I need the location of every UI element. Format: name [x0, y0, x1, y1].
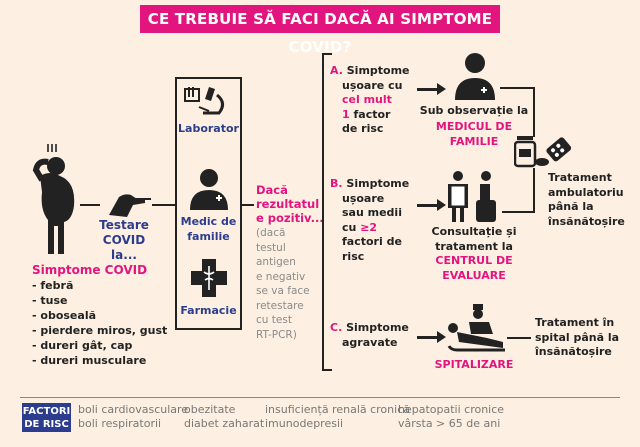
note-line: se va face — [256, 285, 310, 297]
hospital-bed-icon — [447, 302, 507, 352]
symptoms-heading: Simptome COVID — [32, 263, 148, 277]
case-line: cel mult — [342, 93, 392, 106]
retest-note — [256, 226, 310, 342]
destination-name: CENTRUL DE — [435, 254, 513, 267]
outpatient-outcome — [548, 171, 625, 229]
testing-label: COVID la... — [102, 233, 146, 262]
label-line: FACTORI — [22, 406, 71, 417]
note-line: RT-PCR) — [256, 328, 297, 341]
case-letter: A. — [330, 64, 343, 77]
note-line: (dacă — [256, 227, 286, 239]
destination-text: tratament la — [435, 239, 513, 253]
note-line: e negativ — [256, 270, 306, 283]
case-letter: C. — [330, 321, 343, 334]
result-heading: Dacă — [256, 183, 288, 197]
case-line: Simptome — [346, 321, 409, 334]
note-line: cu test — [256, 314, 292, 326]
case-line: sau medii — [342, 206, 402, 219]
arrow-icon — [417, 204, 439, 207]
case-line: agravate — [342, 335, 398, 349]
destination-text: Sub observație la — [419, 104, 529, 117]
case-line: ușoare — [342, 191, 385, 205]
risk-factors-label — [22, 403, 71, 432]
outcome-line: însănătoșire — [548, 214, 625, 228]
doctor-icon — [453, 52, 497, 100]
label-line: DE RISC — [24, 419, 69, 430]
case-b-text — [330, 177, 409, 264]
case-number: 1 — [342, 107, 350, 121]
microscope-icon — [183, 85, 233, 117]
case-letter: B. — [330, 177, 343, 190]
location-laboratory: Laborator — [178, 122, 239, 135]
destination-name: MEDICUL DE — [435, 119, 513, 133]
case-line: factori de — [342, 235, 402, 248]
location-pharmacy: Farmacie — [180, 304, 237, 317]
doctor-icon — [188, 168, 230, 210]
symptom-item: - pierdere miros, gust — [32, 324, 168, 337]
risk-factor: boli respiratorii — [78, 417, 162, 430]
symptom-item: - oboseală — [32, 309, 97, 322]
risk-factor: insuficiență renală cronică — [265, 403, 410, 416]
case-line: de risc — [342, 122, 384, 135]
outcome-line: însănătoșire — [535, 345, 612, 358]
risk-factor: hepatopatii cronice — [398, 403, 505, 416]
outcome-line: ambulatoriu — [548, 185, 624, 199]
case-number: ≥2 — [360, 220, 378, 234]
outcome-line: spital până la — [535, 330, 620, 344]
symptom-item: - dureri gât, cap — [32, 339, 133, 352]
hospitalization-label: SPITALIZARE — [434, 358, 514, 371]
note-line: retestare — [256, 299, 304, 312]
symptom-item: - dureri musculare — [32, 354, 147, 367]
case-line: Simptome — [346, 177, 410, 190]
pharmacy-icon — [190, 258, 228, 298]
hospital-outcome — [535, 316, 619, 360]
medicine-pills-icon — [514, 134, 572, 168]
symptom-item: - febră — [32, 279, 74, 292]
destination-text: Consultație și — [431, 225, 517, 238]
result-heading: e pozitiv... — [256, 211, 324, 225]
outcome-line: Tratament — [548, 171, 612, 184]
symptoms-list — [32, 263, 167, 368]
page-title: CE TREBUIE SĂ FACI DACĂ AI SIMPTOME COVID? — [140, 5, 500, 33]
risk-factor: obezitate — [184, 403, 236, 416]
risk-factor: imunodepresii — [265, 417, 344, 430]
outcome-line: Tratament în — [535, 316, 615, 329]
note-line: antigen — [256, 256, 296, 268]
arrow-icon — [417, 336, 439, 339]
destination-name: FAMILIE — [449, 135, 499, 148]
divider — [20, 397, 620, 398]
location-family-doctor: Medic de familie — [180, 215, 237, 243]
case-line: ușoare cu — [342, 78, 403, 92]
case-c-text — [330, 321, 409, 350]
symptom-item: - tuse — [32, 294, 68, 307]
test-swab-hand-icon — [105, 185, 153, 220]
case-line: cu — [342, 220, 361, 234]
risk-factor: boli cardiovasculare — [78, 403, 189, 416]
case-line: Simptome — [346, 64, 410, 77]
case-line: risc — [342, 249, 365, 263]
sick-person-icon — [30, 140, 85, 260]
risk-factor: diabet zaharat — [184, 417, 265, 430]
consultation-icon — [446, 170, 500, 222]
arrow-icon — [417, 88, 439, 91]
case-line: factor — [349, 107, 391, 121]
outcome-line: până la — [548, 200, 594, 213]
risk-factor: vârsta > 65 de ani — [398, 417, 501, 430]
destination-name: EVALUARE — [442, 268, 506, 282]
result-heading: rezultatul — [256, 197, 320, 211]
case-a-text — [330, 64, 410, 137]
testing-label: Testare — [99, 218, 149, 232]
note-line: testul — [256, 241, 286, 254]
